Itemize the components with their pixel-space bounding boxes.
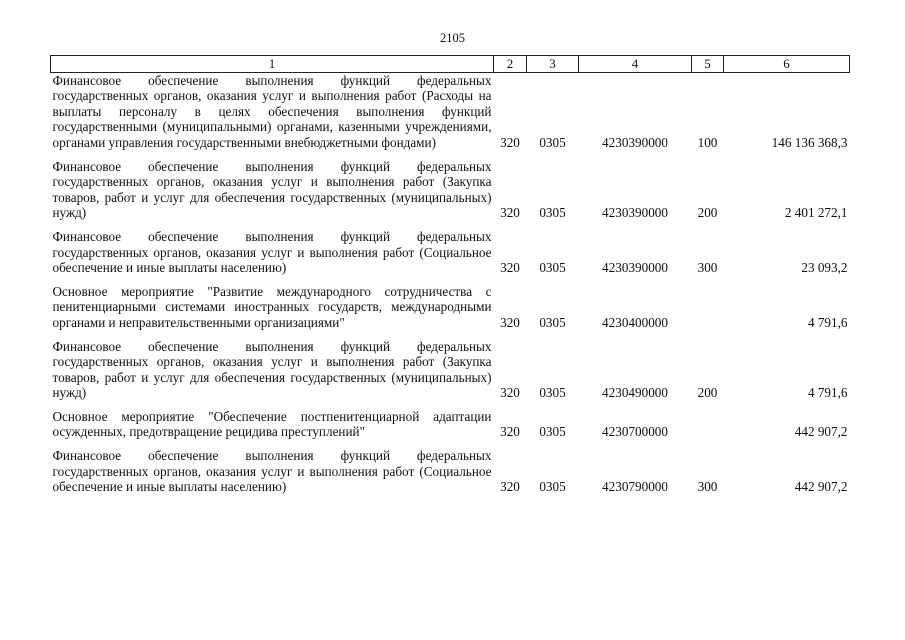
row-amount: 146 136 368,3 [771,134,848,150]
header-cell-4: 4 [579,56,692,73]
row-amount: 2 401 272,1 [784,205,848,221]
row-vr: 200 [697,385,718,401]
row-csr: 4230790000 [602,479,668,495]
row-gr: 320 [500,260,520,276]
row-name: Финансовое обеспечение выполнения функций федеральных государственных органов, оказания услуг и выполнения работ (Расходы на выплаты персоналу в целях обеспечения выполнения функций государственными (муниципальными) органами, казенными учреждениями, органами управления государственными внебюджетными фондами) [52,72,492,150]
row-vr: 100 [697,134,718,150]
budget-table [50,55,850,495]
row-vr: 300 [697,479,718,495]
row-rz: 0305 [539,385,566,401]
row-vr: 200 [697,205,718,221]
row-amount: 442 907,2 [794,424,848,440]
header-row [51,56,850,73]
row-name: Финансовое обеспечение выполнения функций федеральных государственных органов, оказания услуг и выполнения работ (Социальное обеспечение и иные выплаты населению) [52,448,492,495]
row-name: Финансовое обеспечение выполнения функций федеральных государственных органов, оказания услуг и выполнения работ (Социальное обеспечение и иные выплаты населению) [52,228,492,276]
header-cell-1: 1 [51,56,494,73]
table-row [51,72,850,158]
row-vr: 300 [697,260,718,276]
row-amount: 23 093,2 [801,260,848,276]
row-csr: 4230390000 [602,260,668,276]
header-cell-3: 3 [527,56,579,73]
row-rz: 0305 [539,314,566,330]
row-gr: 320 [500,134,520,150]
row-vr [692,409,724,448]
row-rz: 0305 [539,260,566,276]
table-row [51,339,850,409]
row-name: Финансовое обеспечение выполнения функций федеральных государственных органов, оказания услуг и выполнения работ (Закупка товаров, работ и услуг для обеспечения государственных (муниципальных) нужд) [52,158,492,221]
table-row [51,284,850,339]
row-csr: 4230400000 [602,314,668,330]
row-rz: 0305 [539,424,566,440]
header-cell-6: 6 [724,56,850,73]
row-csr: 4230390000 [602,134,668,150]
header-cell-5: 5 [692,56,724,73]
row-csr: 4230390000 [602,205,668,221]
row-name: Финансовое обеспечение выполнения функций федеральных государственных органов, оказания услуг и выполнения работ (Закупка товаров, работ и услуг для обеспечения государственных (муниципальных) нужд) [52,338,492,401]
row-csr: 4230700000 [602,424,668,440]
row-name: Основное мероприятие "Развитие международного сотрудничества с пенитенциарными системами иностранных государств, международными органами и неправительственными организациями" [52,283,492,330]
row-csr: 4230490000 [602,385,668,401]
row-gr: 320 [500,205,520,221]
table-row [51,448,850,495]
row-gr: 320 [500,314,520,330]
table-row [51,409,850,448]
row-rz: 0305 [539,205,566,221]
row-amount: 4 791,6 [807,314,848,330]
row-amount: 442 907,2 [794,479,848,495]
header-cell-2: 2 [494,56,527,73]
row-gr: 320 [500,424,520,440]
row-gr: 320 [500,479,520,495]
row-vr [692,284,724,339]
page-number: 2105 [440,31,465,45]
row-rz: 0305 [539,479,566,495]
row-gr: 320 [500,385,520,401]
table-row [51,229,850,284]
row-amount: 4 791,6 [807,385,848,401]
row-rz: 0305 [539,134,566,150]
row-name: Основное мероприятие "Обеспечение постпенитенциарной адаптации осужденных, предотвращение рецидива преступлений" [52,408,492,440]
table-row [51,159,850,229]
